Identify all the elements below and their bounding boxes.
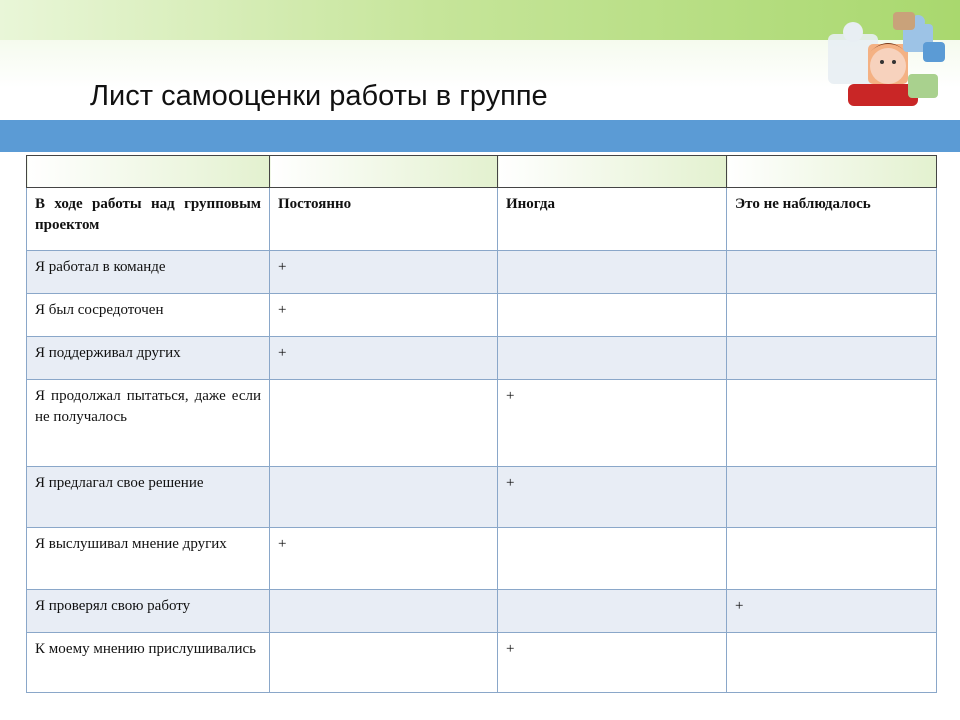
cell-not-observed: +: [727, 590, 937, 633]
cell-constantly: +: [270, 528, 498, 590]
header-sometimes: Иногда: [498, 188, 727, 251]
empty-cell: [27, 156, 270, 188]
cell-not-observed: [727, 467, 937, 528]
cell-sometimes: +: [498, 467, 727, 528]
header-criteria: В ходе работы над групповым проектом: [27, 188, 270, 251]
empty-cell: [270, 156, 498, 188]
header-row: [27, 188, 937, 251]
table-row: [27, 467, 937, 528]
cell-sometimes: [498, 528, 727, 590]
row-label: Я работал в команде: [27, 251, 270, 294]
table-row: [27, 590, 937, 633]
row-label: Я продолжал пытаться, даже если не получалось: [27, 380, 270, 467]
cell-not-observed: [727, 294, 937, 337]
cell-sometimes: [498, 251, 727, 294]
empty-cell: [498, 156, 727, 188]
row-label: К моему мнению прислушивались: [27, 633, 270, 693]
puzzle-decoration-image: [808, 4, 958, 122]
cell-constantly: [270, 590, 498, 633]
cell-not-observed: [727, 251, 937, 294]
cell-sometimes: [498, 294, 727, 337]
blue-divider-bar: [0, 120, 960, 152]
empty-header-row: [27, 156, 937, 188]
table-row: [27, 337, 937, 380]
table-row: [27, 633, 937, 693]
row-label: Я поддерживал других: [27, 337, 270, 380]
cell-constantly: [270, 467, 498, 528]
cell-sometimes: [498, 337, 727, 380]
self-assessment-table: [26, 155, 937, 693]
cell-not-observed: [727, 633, 937, 693]
header-constantly: Постоянно: [270, 188, 498, 251]
empty-cell: [727, 156, 937, 188]
row-label: Я был сосредоточен: [27, 294, 270, 337]
cell-constantly: [270, 380, 498, 467]
cell-constantly: [270, 633, 498, 693]
table-row: [27, 294, 937, 337]
table-row: [27, 380, 937, 467]
row-label: Я выслушивал мнение других: [27, 528, 270, 590]
cell-constantly: +: [270, 337, 498, 380]
cell-constantly: +: [270, 294, 498, 337]
cell-constantly: +: [270, 251, 498, 294]
cell-not-observed: [727, 337, 937, 380]
header-not-observed: Это не наблюдалось: [727, 188, 937, 251]
page-title: Лист самооценки работы в группе: [90, 80, 548, 112]
table-row: [27, 251, 937, 294]
table-row: [27, 528, 937, 590]
self-assessment-table-wrapper: [26, 155, 938, 693]
row-label: Я проверял свою работу: [27, 590, 270, 633]
cell-not-observed: [727, 380, 937, 467]
row-label: Я предлагал свое решение: [27, 467, 270, 528]
cell-sometimes: +: [498, 633, 727, 693]
cell-sometimes: +: [498, 380, 727, 467]
cell-not-observed: [727, 528, 937, 590]
cell-sometimes: [498, 590, 727, 633]
